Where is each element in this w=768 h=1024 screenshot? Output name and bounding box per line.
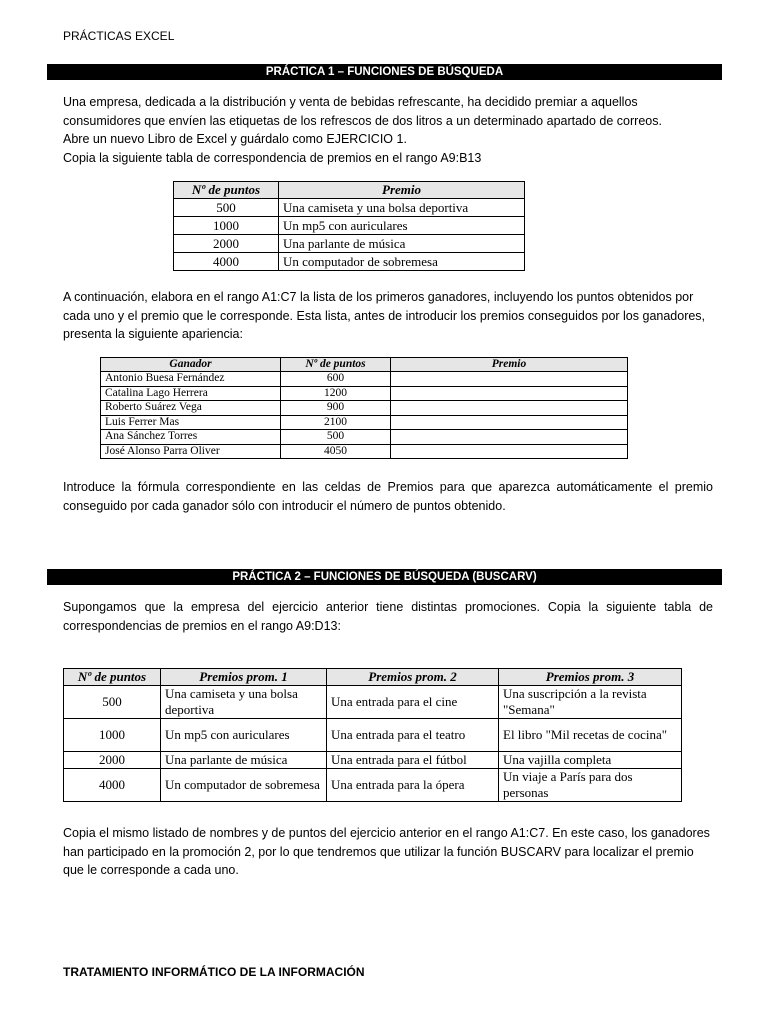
points-cell: 1200 xyxy=(281,386,391,401)
prize-cell xyxy=(391,372,628,387)
prize-cell xyxy=(391,386,628,401)
intro-line: Abre un nuevo Libro de Excel y guárdalo como EJERCICIO 1. xyxy=(63,132,407,146)
winner-cell: Roberto Suárez Vega xyxy=(101,401,281,416)
practice-2-paragraph-2: Copia el mismo listado de nombres y de puntos del ejercicio anterior en el rango A1:C7. En este caso, los ganadores han participado en la promoción 2, por lo que tendremos que utilizar la función BUSCARV para localizar el premio que le corresponde a cada uno. xyxy=(63,826,710,877)
practice-2-title-bar: PRÁCTICA 2 – FUNCIONES DE BÚSQUEDA (BUSCARV) xyxy=(47,569,722,585)
table-row xyxy=(64,719,682,752)
points-cell: 4000 xyxy=(174,253,279,271)
prize-cell xyxy=(391,415,628,430)
prize-table-promotions xyxy=(63,668,682,802)
table-header-row xyxy=(101,358,628,372)
table-header-row xyxy=(174,182,525,199)
prize-cell: Una entrada para el teatro xyxy=(327,719,499,752)
table-row xyxy=(64,752,682,769)
practice-1-paragraph-3: Introduce la fórmula correspondiente en las celdas de Premios para que aparezca automáticamente el premio conseguido por cada ganador sólo con introducir el número de puntos obtenido. xyxy=(63,480,713,513)
points-cell: 500 xyxy=(174,199,279,217)
table-row xyxy=(64,769,682,802)
winner-cell: Catalina Lago Herrera xyxy=(101,386,281,401)
column-header: Premios prom. 3 xyxy=(499,669,682,686)
prize-table-1 xyxy=(173,181,525,271)
column-header: Premio xyxy=(391,358,628,372)
intro-line: Copia la siguiente tabla de correspondencia de premios en el rango A9:B13 xyxy=(63,150,482,165)
practice-1-paragraph-2: A continuación, elabora en el rango A1:C7 la lista de los primeros ganadores, incluyendo los puntos obtenidos por cada uno y el premio que le corresponde. Esta lista, antes de introducir los premios conseguidos por los ganadores, presenta la siguiente apariencia: xyxy=(63,290,706,341)
column-header: Premios prom. 2 xyxy=(327,669,499,686)
prize-cell: Un mp5 con auriculares xyxy=(279,217,525,235)
winner-cell: José Alonso Parra Oliver xyxy=(101,444,281,459)
points-cell: 2100 xyxy=(281,415,391,430)
points-cell: 1000 xyxy=(64,719,161,752)
points-cell: 1000 xyxy=(174,217,279,235)
winner-cell: Antonio Buesa Fernández xyxy=(101,372,281,387)
prize-cell: Una entrada para el fútbol xyxy=(327,752,499,769)
prize-cell: Un viaje a París para dos personas xyxy=(499,769,682,802)
points-cell: 2000 xyxy=(64,752,161,769)
table-row xyxy=(174,217,525,235)
prize-cell: Una parlante de música xyxy=(161,752,327,769)
practice-1-intro xyxy=(63,93,713,167)
column-header: Premio xyxy=(279,182,525,199)
winner-cell: Ana Sánchez Torres xyxy=(101,430,281,445)
prize-cell: Una entrada para el cine xyxy=(327,686,499,719)
prize-cell: Un computador de sobremesa xyxy=(161,769,327,802)
table-row xyxy=(101,372,628,387)
table-row xyxy=(101,415,628,430)
prize-cell: Una entrada para la ópera xyxy=(327,769,499,802)
prize-cell xyxy=(391,430,628,445)
points-cell: 2000 xyxy=(174,235,279,253)
table-row xyxy=(174,235,525,253)
column-header: Nº de puntos xyxy=(281,358,391,372)
prize-cell: Un computador de sobremesa xyxy=(279,253,525,271)
points-cell: 4000 xyxy=(64,769,161,802)
prize-cell: Una parlante de música xyxy=(279,235,525,253)
prize-cell: Una camiseta y una bolsa deportiva xyxy=(279,199,525,217)
prize-cell: Una camiseta y una bolsa deportiva xyxy=(161,686,327,719)
intro-line: consumidores que envíen las etiquetas de los refrescos de dos litros a un determinado apartado de correos. xyxy=(63,113,662,128)
table-row xyxy=(64,686,682,719)
table-row xyxy=(174,253,525,271)
points-cell: 500 xyxy=(64,686,161,719)
column-header: Ganador xyxy=(101,358,281,372)
prize-cell xyxy=(391,444,628,459)
prize-cell: Una vajilla completa xyxy=(499,752,682,769)
table-row xyxy=(101,386,628,401)
table-row xyxy=(101,401,628,416)
points-cell: 500 xyxy=(281,430,391,445)
intro-line: Una empresa, dedicada a la distribución y venta de bebidas refrescante, ha decidido premiar a aquellos xyxy=(63,95,638,109)
document-footer: TRATAMIENTO INFORMÁTICO DE LA INFORMACIÓN xyxy=(63,965,365,979)
prize-cell: Una suscripción a la revista "Semana" xyxy=(499,686,682,719)
prize-cell: El libro "Mil recetas de cocina" xyxy=(499,719,682,752)
practice-1-title-bar: PRÁCTICA 1 – FUNCIONES DE BÚSQUEDA xyxy=(47,64,722,80)
column-header: Nº de puntos xyxy=(64,669,161,686)
document-header: PRÁCTICAS EXCEL xyxy=(63,29,175,43)
winner-cell: Luis Ferrer Mas xyxy=(101,415,281,430)
practice-2-paragraph-1: Supongamos que la empresa del ejercicio anterior tiene distintas promociones. Copia la siguiente tabla de correspondencias de premios en el rango A9:D13: xyxy=(63,600,713,633)
column-header: Premios prom. 1 xyxy=(161,669,327,686)
points-cell: 4050 xyxy=(281,444,391,459)
winners-table xyxy=(100,357,628,459)
table-row xyxy=(101,430,628,445)
column-header: Nº de puntos xyxy=(174,182,279,199)
table-header-row xyxy=(64,669,682,686)
table-row xyxy=(174,199,525,217)
points-cell: 900 xyxy=(281,401,391,416)
table-row xyxy=(101,444,628,459)
prize-cell xyxy=(391,401,628,416)
points-cell: 600 xyxy=(281,372,391,387)
prize-cell: Un mp5 con auriculares xyxy=(161,719,327,752)
